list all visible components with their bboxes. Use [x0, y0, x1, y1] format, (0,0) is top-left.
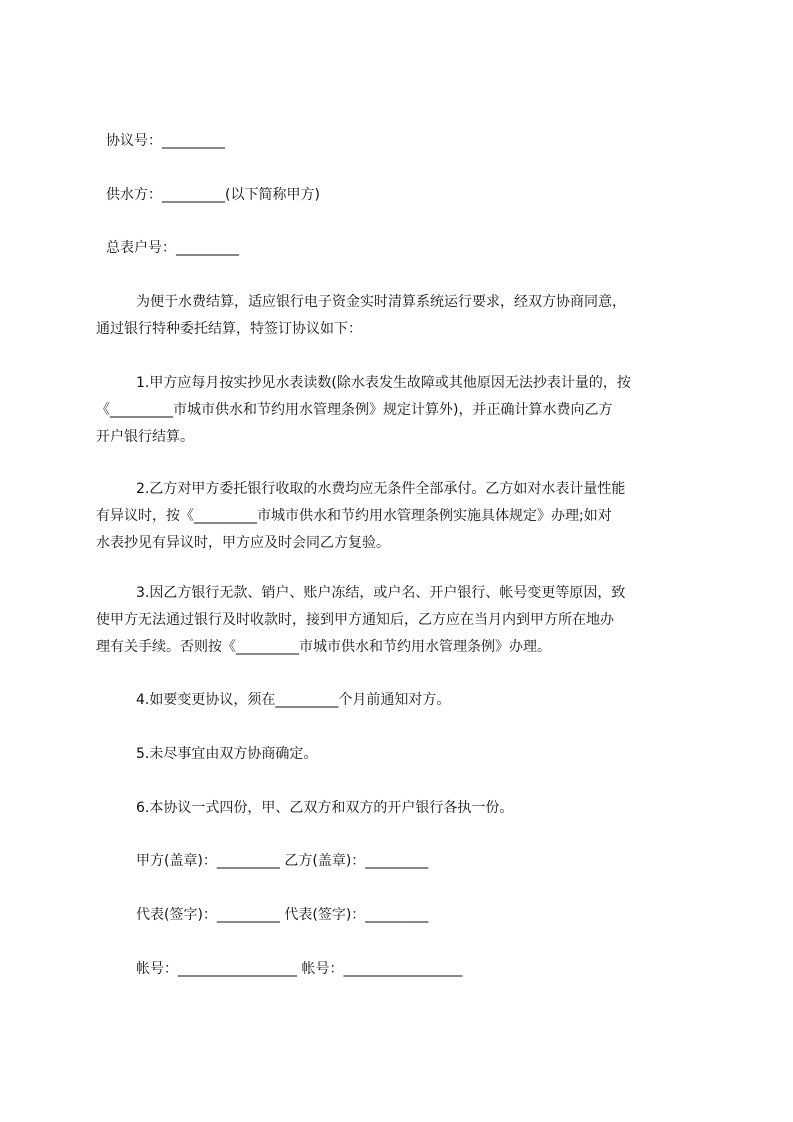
clause-3-line-1: 3.因乙方银行无款、销户、账户冻结，或户名、开户银行、帐号变更等原因，致: [136, 585, 626, 601]
agreement-number-line: 协议号：_________: [106, 133, 225, 149]
representative-signature-line: 代表(签字)：_________ 代表(签字)：_________: [136, 907, 429, 923]
clause-2-line-2: 有异议时，按《_________市城市供水和节约用水管理条例实施具体规定》办理;如对: [96, 508, 612, 524]
intro-line-2: 通过银行特种委托结算，特签订协议如下：: [96, 321, 362, 337]
clause-3-line-3: 理有关手续。否则按《_________市城市供水和节约用水管理条例》办理。: [96, 639, 551, 655]
intro-line-1: 为便于水费结算，适应银行电子资金实时清算系统运行要求，经双方协商同意，: [136, 294, 626, 310]
clause-1-line-2: 《_________市城市供水和节约用水管理条例》规定计算外)，并正确计算水费向乙方: [96, 402, 613, 418]
clause-4-line: 4.如要变更协议，须在_________个月前通知对方。: [136, 692, 451, 708]
account-number-line: 帐号：_________________ 帐号：_________________: [136, 961, 463, 977]
clause-1-line-1: 1.甲方应每月按实抄见水表读数(除水表发生故障或其他原因无法抄表计量的，按: [136, 375, 631, 391]
main-meter-account-line: 总表户号：_________: [106, 240, 239, 256]
clause-3-line-2: 使甲方无法通过银行及时收款时，接到甲方通知后，乙方应在当月内到甲方所在地办: [96, 612, 614, 628]
clause-5-line: 5.未尽事宜由双方协商确定。: [136, 746, 318, 762]
clause-6-line: 6.本协议一式四份，甲、乙双方和双方的开户银行各执一份。: [136, 800, 514, 816]
clause-2-line-1: 2.乙方对甲方委托银行收取的水费均应无条件全部承付。乙方如对水表计量性能: [136, 481, 626, 497]
clause-1-line-3: 开户银行结算。: [96, 429, 194, 445]
seal-signature-line: 甲方(盖章)：_________ 乙方(盖章)：_________: [136, 853, 429, 869]
water-supplier-line: 供水方：_________(以下简称甲方): [106, 187, 320, 203]
clause-2-line-3: 水表抄见有异议时，甲方应及时会同乙方复验。: [96, 535, 390, 551]
